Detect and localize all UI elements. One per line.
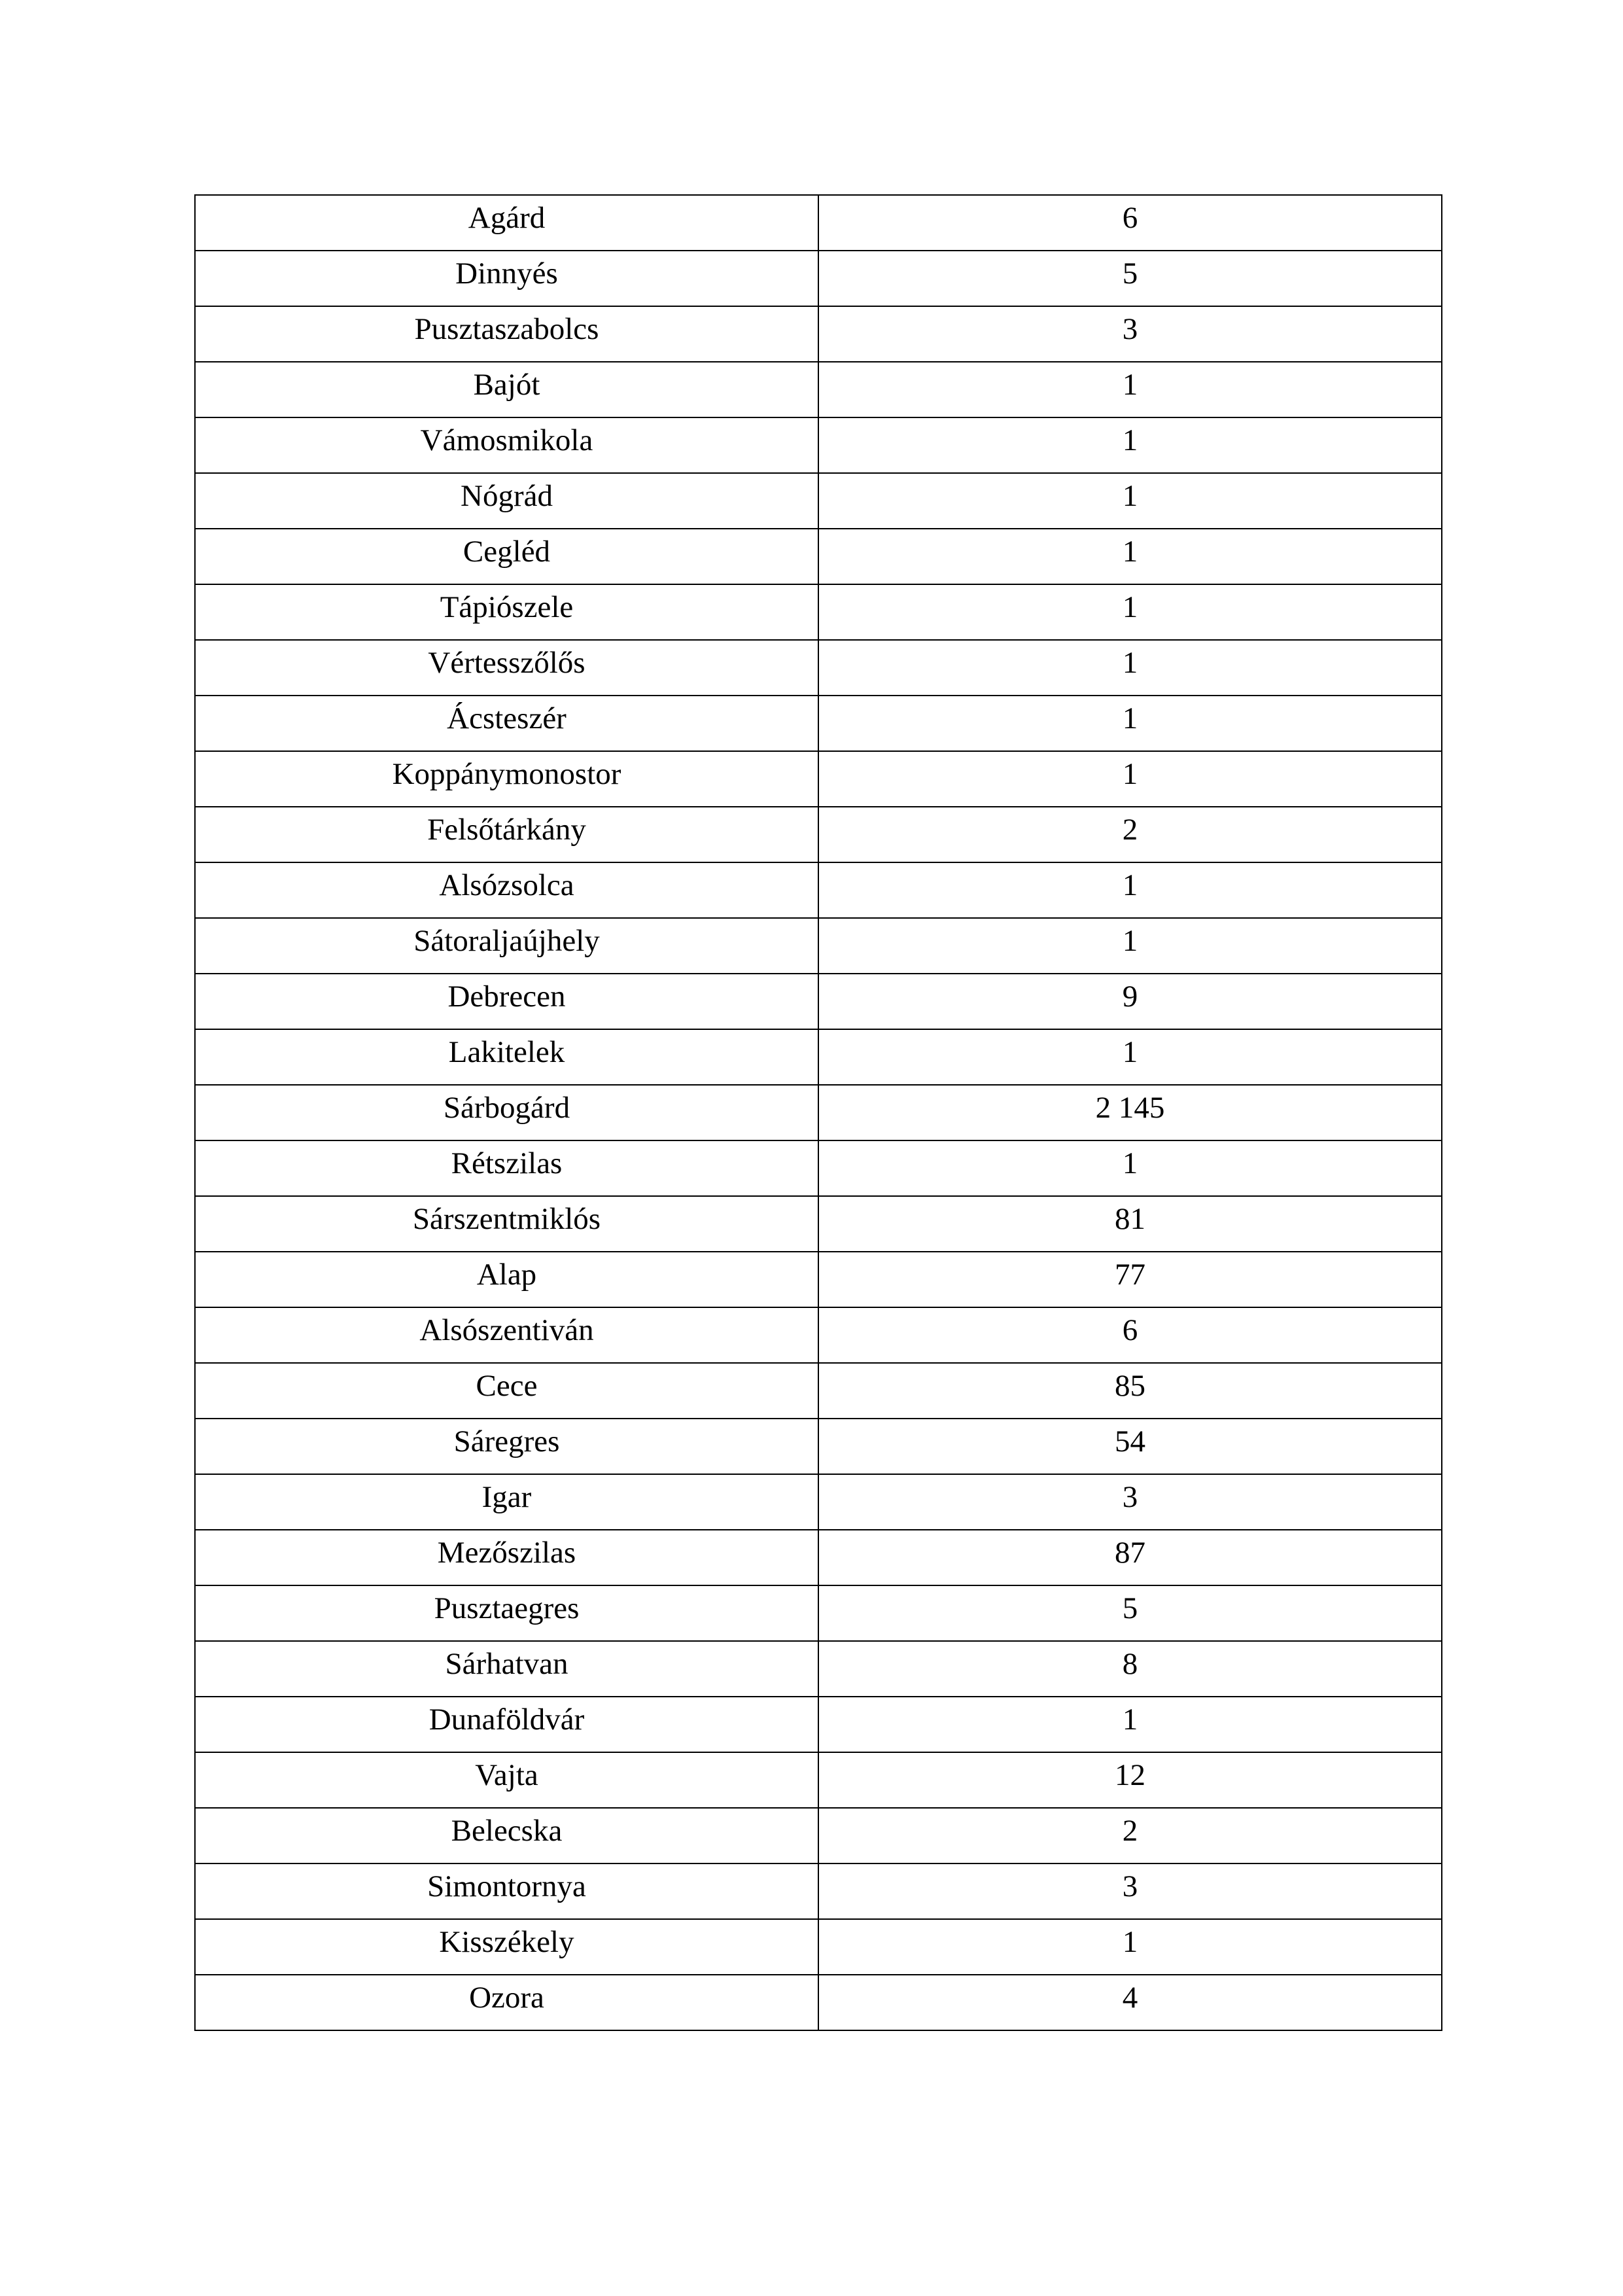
- table-row: [195, 1585, 1442, 1641]
- table-row: [195, 1419, 1442, 1474]
- table-row: [195, 1363, 1442, 1419]
- settlement-name-cell: Mezőszilas: [195, 1530, 818, 1585]
- settlement-name-cell: Alsószentiván: [195, 1307, 818, 1363]
- settlement-name-cell: Sárszentmiklós: [195, 1196, 818, 1252]
- count-cell: 12: [818, 1752, 1442, 1808]
- table-row: [195, 1975, 1442, 2030]
- count-cell: 1: [818, 1029, 1442, 1085]
- count-cell: 1: [818, 1140, 1442, 1196]
- settlement-name-cell: Ácsteszér: [195, 696, 818, 751]
- table-row: [195, 1641, 1442, 1697]
- settlement-name-cell: Igar: [195, 1474, 818, 1530]
- table-row: [195, 1085, 1442, 1140]
- settlement-name-cell: Alap: [195, 1252, 818, 1307]
- table-row: [195, 417, 1442, 473]
- settlement-name-cell: Koppánymonostor: [195, 751, 818, 807]
- count-cell: 2: [818, 807, 1442, 862]
- count-cell: 85: [818, 1363, 1442, 1419]
- count-cell: 8: [818, 1641, 1442, 1697]
- table-row: [195, 1140, 1442, 1196]
- table-row: [195, 529, 1442, 584]
- count-cell: 81: [818, 1196, 1442, 1252]
- count-cell: 77: [818, 1252, 1442, 1307]
- settlement-name-cell: Tápiószele: [195, 584, 818, 640]
- settlement-name-cell: Simontornya: [195, 1863, 818, 1919]
- settlement-name-cell: Vámosmikola: [195, 417, 818, 473]
- count-cell: 4: [818, 1975, 1442, 2030]
- count-cell: 6: [818, 195, 1442, 251]
- table-row: [195, 640, 1442, 696]
- count-cell: 3: [818, 1474, 1442, 1530]
- settlement-name-cell: Felsőtárkány: [195, 807, 818, 862]
- settlement-name-cell: Kisszékely: [195, 1919, 818, 1975]
- table-row: [195, 1029, 1442, 1085]
- count-cell: 1: [818, 362, 1442, 417]
- count-cell: 1: [818, 1697, 1442, 1752]
- table-row: [195, 251, 1442, 306]
- table-row: [195, 473, 1442, 529]
- settlement-name-cell: Pusztaegres: [195, 1585, 818, 1641]
- count-cell: 1: [818, 529, 1442, 584]
- table-row: [195, 1808, 1442, 1863]
- settlement-name-cell: Sátoraljaújhely: [195, 918, 818, 974]
- settlement-name-cell: Sárhatvan: [195, 1641, 818, 1697]
- table-row: [195, 1307, 1442, 1363]
- settlement-name-cell: Cegléd: [195, 529, 818, 584]
- settlement-name-cell: Cece: [195, 1363, 818, 1419]
- count-cell: 1: [818, 918, 1442, 974]
- count-cell: 3: [818, 1863, 1442, 1919]
- count-cell: 3: [818, 306, 1442, 362]
- settlement-name-cell: Ozora: [195, 1975, 818, 2030]
- table-row: [195, 306, 1442, 362]
- table-row: [195, 1752, 1442, 1808]
- count-cell: 2: [818, 1808, 1442, 1863]
- settlement-name-cell: Alsózsolca: [195, 862, 818, 918]
- count-cell: 1: [818, 1919, 1442, 1975]
- count-cell: 1: [818, 417, 1442, 473]
- count-cell: 54: [818, 1419, 1442, 1474]
- settlement-name-cell: Sáregres: [195, 1419, 818, 1474]
- table-row: [195, 1697, 1442, 1752]
- table-row: [195, 1919, 1442, 1975]
- count-cell: 1: [818, 696, 1442, 751]
- count-cell: 2 145: [818, 1085, 1442, 1140]
- settlement-name-cell: Rétszilas: [195, 1140, 818, 1196]
- settlement-name-cell: Dinnyés: [195, 251, 818, 306]
- table-row: [195, 1530, 1442, 1585]
- table-body: [195, 195, 1442, 2030]
- settlement-name-cell: Lakitelek: [195, 1029, 818, 1085]
- table-row: [195, 1863, 1442, 1919]
- table-row: [195, 918, 1442, 974]
- settlement-name-cell: Pusztaszabolcs: [195, 306, 818, 362]
- table-row: [195, 1252, 1442, 1307]
- table-row: [195, 974, 1442, 1029]
- table-row: [195, 195, 1442, 251]
- count-cell: 9: [818, 974, 1442, 1029]
- settlement-name-cell: Nógrád: [195, 473, 818, 529]
- count-cell: 1: [818, 751, 1442, 807]
- count-cell: 1: [818, 640, 1442, 696]
- table-row: [195, 362, 1442, 417]
- settlement-name-cell: Agárd: [195, 195, 818, 251]
- settlement-table: [194, 194, 1442, 2031]
- settlement-name-cell: Debrecen: [195, 974, 818, 1029]
- table-row: [195, 584, 1442, 640]
- table-row: [195, 751, 1442, 807]
- count-cell: 5: [818, 1585, 1442, 1641]
- table-row: [195, 1474, 1442, 1530]
- count-cell: 6: [818, 1307, 1442, 1363]
- table-row: [195, 807, 1442, 862]
- settlement-name-cell: Bajót: [195, 362, 818, 417]
- settlement-name-cell: Vajta: [195, 1752, 818, 1808]
- table-row: [195, 1196, 1442, 1252]
- count-cell: 87: [818, 1530, 1442, 1585]
- settlement-name-cell: Sárbogárd: [195, 1085, 818, 1140]
- settlement-name-cell: Belecska: [195, 1808, 818, 1863]
- settlement-name-cell: Vértesszőlős: [195, 640, 818, 696]
- count-cell: 1: [818, 584, 1442, 640]
- table-row: [195, 696, 1442, 751]
- table-row: [195, 862, 1442, 918]
- settlement-name-cell: Dunaföldvár: [195, 1697, 818, 1752]
- count-cell: 1: [818, 862, 1442, 918]
- count-cell: 1: [818, 473, 1442, 529]
- count-cell: 5: [818, 251, 1442, 306]
